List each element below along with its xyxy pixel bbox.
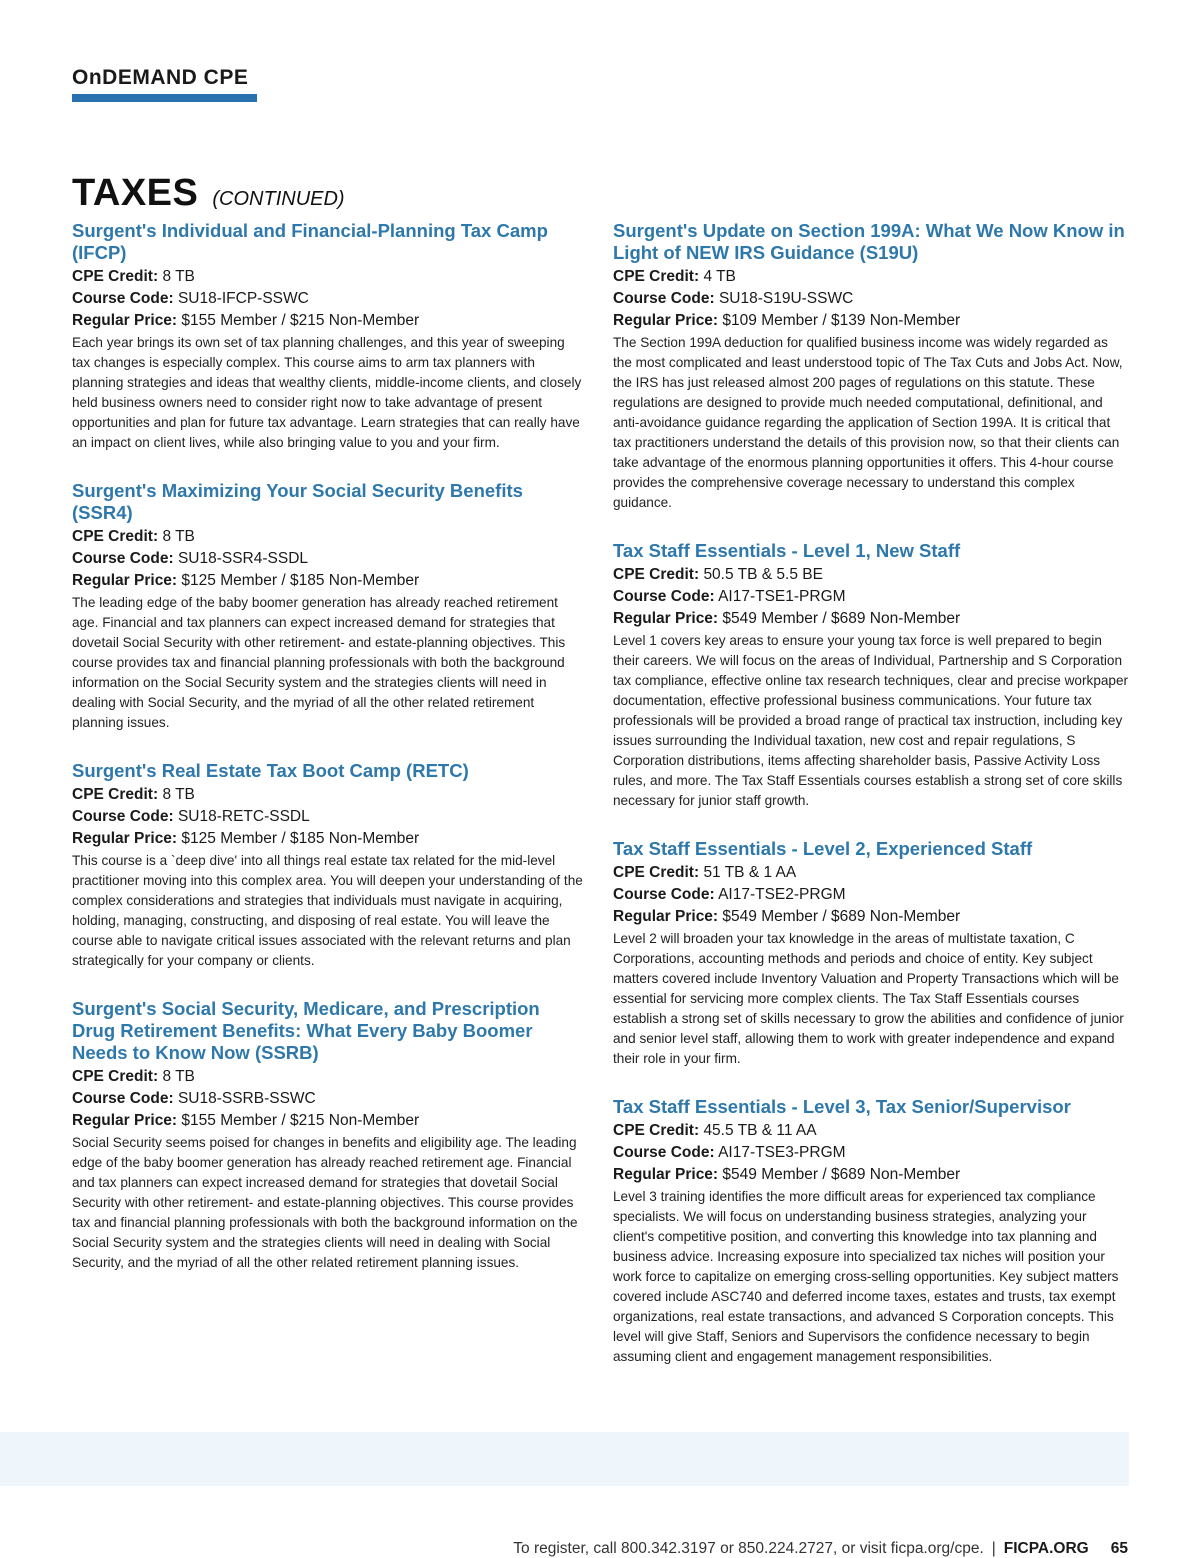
course-credit: CPE Credit: 8 TB — [72, 268, 195, 285]
course-code: Course Code: SU18-SSR4-SSDL — [72, 550, 309, 567]
course-description: Level 2 will broaden your tax knowledge in the areas of multistate taxation, C Corporations, accounting methods and periods and choice of entity. Key subject matters covered include Inventory Valuation and Property Transactions which will be essential for servicing more complex clients. The Tax Staff Essentials courses establish a strong set of skills necessary to grow the abilities and confidence of junior and senior level staff, allowing them to work with greater independence and expand their role in your firm. — [613, 931, 1124, 1066]
course-description: The leading edge of the baby boomer generation has already reached retirement age. Financial and tax planners can expect increased demand for strategies that dovetail Social Security with other retirement- and estate-planning objectives. This course provides tax and financial planning professionals with both the background information on the Social Security system and the strategies clients will need in dealing with Social Security, and the myriad of all the other related retirement planning issues. — [72, 595, 566, 730]
brand-underline — [72, 94, 257, 102]
course-code: Course Code: AI17-TSE1-PRGM — [613, 588, 846, 605]
page-number: 65 — [1110, 1540, 1128, 1557]
course-code: Course Code: SU18-IFCP-SSWC — [72, 290, 309, 307]
course-code: Course Code: SU18-RETC-SSDL — [72, 808, 310, 825]
course-price: Regular Price: $125 Member / $185 Non-Member — [72, 572, 420, 589]
course-description: Level 1 covers key areas to ensure your young tax force is well prepared to begin their careers. We will focus on the areas of Individual, Partnership and S Corporation tax compliance, effective online tax research techniques, clear and precise workpaper documentation, effective professional business communications. Your future tax professionals will be provided a broad range of practical tax instruction, including key issues surrounding the Individual taxation, new cost and repair regulations, S Corporation distributions, items affecting shareholder basis, Passive Activity Loss rules, and more. The Tax Staff Essentials courses establish a strong set of core skills necessary for junior staff growth. — [613, 633, 1129, 808]
course-credit: CPE Credit: 45.5 TB & 11 AA — [613, 1122, 817, 1139]
section-title-sub: (CONTINUED) — [212, 188, 345, 210]
course-description: Social Security seems poised for changes in benefits and eligibility age. The leading edge of the baby boomer generation has already reached retirement age. Financial and tax planners can expect increased demand for strategies that dovetail Social Security with other retirement- and estate-planning objectives. This course provides tax and financial planning professionals with both the background information on the Social Security system and the strategies clients will need in dealing with Social Security, and the myriad of all the other related retirement planning issues. — [72, 1135, 578, 1270]
course-price: Regular Price: $109 Member / $139 Non-Member — [613, 312, 961, 329]
course-s19u — [613, 220, 1129, 513]
course-description: The Section 199A deduction for qualified business income was widely regarded as the most complicated and least understood topic of The Tax Cuts and Jobs Act. Now, the IRS has just released almost 200 pages of regulations on this statute. These regulations are designed to provide much needed computational, definitional, and anti-avoidance guidance regarding the application of Section 199A. It is critical that tax practitioners understand the details of this provision now, so that their clients can take advantage of the enormous planning opportunities it offers. This 4-hour course provides the comprehensive coverage necessary to understand this complex guidance. — [613, 335, 1123, 510]
course-price: Regular Price: $155 Member / $215 Non-Member — [72, 312, 420, 329]
course-title: Surgent's Social Security, Medicare, and Prescription Drug Retirement Benefits: What Every Baby Boomer Needs to Know Now (SSRB) — [72, 998, 540, 1063]
course-credit: CPE Credit: 8 TB — [72, 1068, 195, 1085]
course-credit: CPE Credit: 51 TB & 1 AA — [613, 864, 797, 881]
course-code: Course Code: AI17-TSE3-PRGM — [613, 1144, 846, 1161]
course-ssrb — [72, 998, 584, 1273]
course-credit: CPE Credit: 4 TB — [613, 268, 736, 285]
footer-band — [0, 1432, 1129, 1486]
page-footer — [513, 1540, 1128, 1558]
section-title — [72, 172, 345, 215]
course-title: Tax Staff Essentials - Level 2, Experienced Staff — [613, 838, 1033, 859]
course-credit: CPE Credit: 50.5 TB & 5.5 BE — [613, 566, 823, 583]
course-title: Tax Staff Essentials - Level 3, Tax Senior/Supervisor — [613, 1096, 1071, 1117]
section-title-main: TAXES — [72, 172, 199, 214]
course-code: Course Code: SU18-SSRB-SSWC — [72, 1090, 316, 1107]
course-price: Regular Price: $549 Member / $689 Non-Member — [613, 610, 961, 627]
course-price: Regular Price: $549 Member / $689 Non-Member — [613, 908, 961, 925]
course-price: Regular Price: $155 Member / $215 Non-Member — [72, 1112, 420, 1129]
course-code: Course Code: AI17-TSE2-PRGM — [613, 886, 846, 903]
footer-separator: | — [991, 1540, 996, 1557]
course-ifcp — [72, 220, 584, 453]
course-credit: CPE Credit: 8 TB — [72, 786, 195, 803]
course-tse3 — [613, 1096, 1129, 1367]
footer-site-link[interactable]: FICPA.ORG — [1003, 1540, 1089, 1557]
course-title: Surgent's Maximizing Your Social Security Benefits (SSR4) — [72, 480, 523, 523]
course-retc — [72, 760, 584, 971]
left-column — [72, 220, 584, 1300]
course-price: Regular Price: $549 Member / $689 Non-Member — [613, 1166, 961, 1183]
footer-register-text: To register, call 800.342.3197 or 850.224.2727, or visit ficpa.org/cpe. — [513, 1540, 984, 1557]
course-description: Each year brings its own set of tax planning challenges, and this year of sweeping tax changes is especially complex. This course aims to arm tax planners with planning strategies and ideas that wealthy clients, middle-income clients, and closely held business owners need to consider right now to take advantage of present opportunities and plan for future tax advantage. Learn strategies that can really have an impact on client lives, while also bringing value to you and your firm. — [72, 335, 582, 450]
brand-heading: OnDEMAND CPE — [72, 66, 249, 89]
course-title: Surgent's Individual and Financial-Planning Tax Camp (IFCP) — [72, 220, 548, 263]
course-tse1 — [613, 540, 1129, 811]
right-column — [613, 220, 1129, 1394]
course-ssr4 — [72, 480, 584, 733]
course-description: Level 3 training identifies the more difficult areas for experienced tax compliance specialists. We will focus on understanding business strategies, analyzing your client's competitive position, and converting this knowledge into tax planning and business advice. Increasing exposure into specialized tax niches will position your work force to capitalize on emerging cross-selling opportunities. Key subject matters covered include ASC740 and deferred income taxes, estates and trusts, tax exempt organizations, real estate transactions, and advanced S Corporation concepts. This level will give Staff, Seniors and Supervisors the confidence necessary to begin assuming client and engagement management responsibilities. — [613, 1189, 1119, 1364]
course-tse2 — [613, 838, 1129, 1069]
course-price: Regular Price: $125 Member / $185 Non-Member — [72, 830, 420, 847]
course-title: Surgent's Update on Section 199A: What We Now Know in Light of NEW IRS Guidance (S19U) — [613, 220, 1125, 263]
course-credit: CPE Credit: 8 TB — [72, 528, 195, 545]
course-title: Tax Staff Essentials - Level 1, New Staff — [613, 540, 961, 561]
course-code: Course Code: SU18-S19U-SSWC — [613, 290, 854, 307]
course-description: This course is a `deep dive' into all things real estate tax related for the mid-level practitioner moving into this complex area. You will deepen your understanding of the complex considerations and strategies that individuals must navigate in acquiring, holding, managing, constructing, and disposing of real estate. You will leave the course able to navigate critical issues associated with the relevant returns and plan strategically for your company or clients. — [72, 853, 583, 968]
course-title: Surgent's Real Estate Tax Boot Camp (RETC) — [72, 760, 469, 781]
